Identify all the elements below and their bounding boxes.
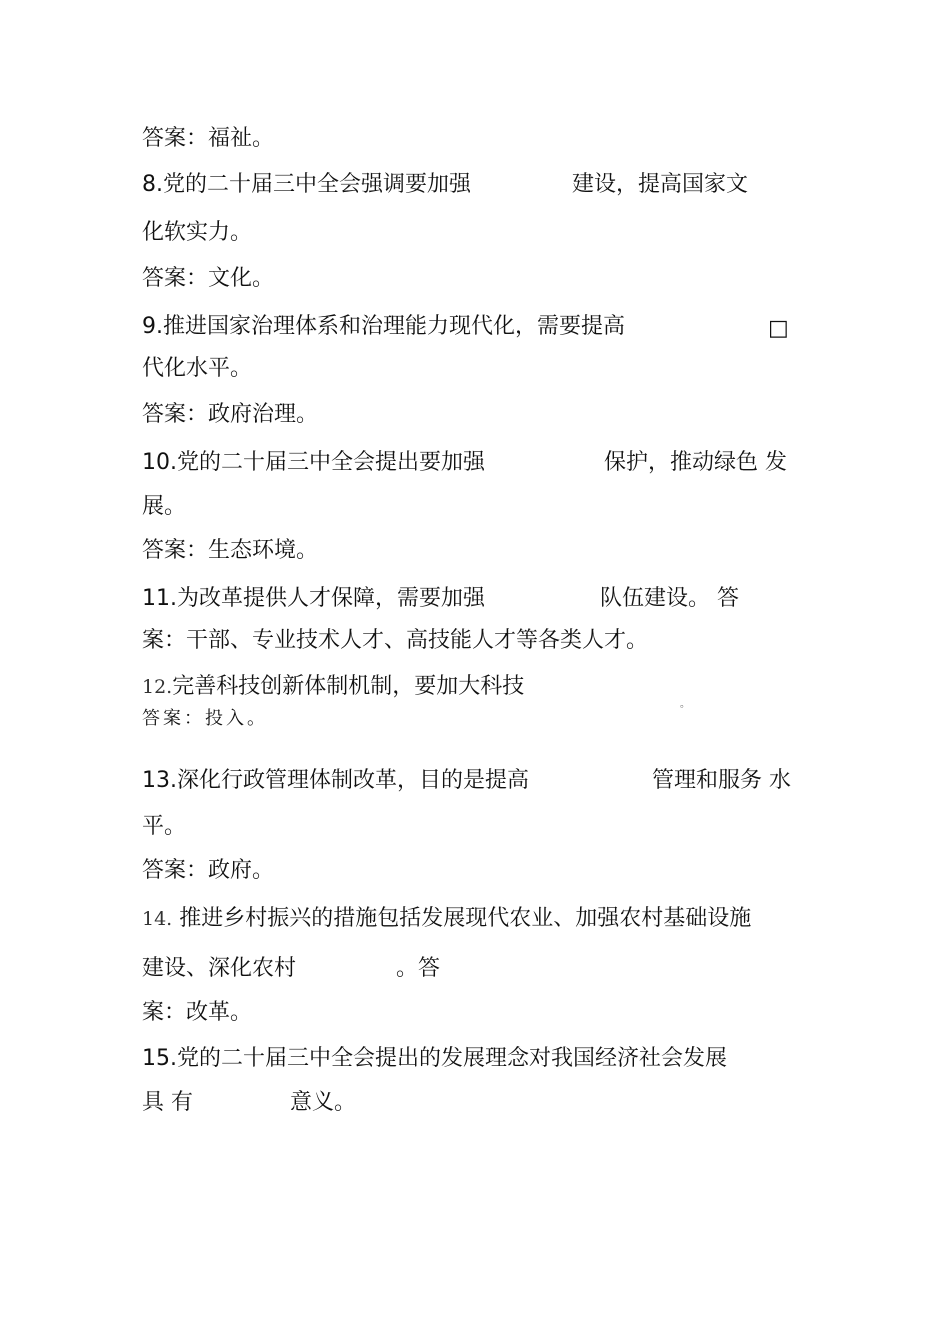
question-12-text: 完善科技创新体制机制，要加大科技 [172,674,525,699]
question-10-part2: 保护，推动绿色 发 [604,450,787,475]
answer-9: 答案：政府治理。 [142,402,319,427]
answer-13: 答案：政府。 [142,858,275,883]
question-14-text: 推进乡村振兴的措施包括发展现代农业、加强农村基础设施 [179,906,752,931]
question-14 [142,906,751,932]
question-10-part1: 10.党的二十届三中全会提出要加强 [142,450,485,475]
question-15-part3: 意义。 [290,1090,357,1115]
missing-glyph-box: □ [768,316,789,341]
question-13-part2: 管理和服务 水 [652,768,791,793]
question-12-end: 。 [680,699,690,710]
question-11-part3: 案：干部、专业技术人才、高技能人才等各类人才。 [142,628,649,653]
question-8-part3: 化软实力。 [142,220,253,245]
question-15-part2: 具 有 [142,1090,193,1115]
answer-12: 答案：投入。 [142,708,268,729]
question-13-part3: 平。 [142,814,187,839]
question-10-part3: 展。 [142,494,187,519]
answer-14: 案：改革。 [142,1000,253,1025]
question-12 [142,674,524,700]
question-11-part1: 11.为改革提供人才保障，需要加强 [142,586,485,611]
answer-8: 答案：文化。 [142,266,275,291]
question-12-number: 12. [142,676,173,698]
question-8-part1: 8.党的二十届三中全会强调要加强 [142,172,471,197]
answer-7: 答案：福祉。 [142,126,275,151]
question-9-part3: 代化水平。 [142,356,253,381]
question-14-part3: 。答 [396,956,441,981]
question-14-number: 14. [142,908,173,930]
question-13-part1: 13.深化行政管理体制改革，目的是提高 [142,768,529,793]
question-9-part1: 9.推进国家治理体系和治理能力现代化，需要提高 [142,314,625,339]
answer-10: 答案：生态环境。 [142,538,319,563]
question-15-part1: 15.党的二十届三中全会提出的发展理念对我国经济社会发展 [142,1046,727,1071]
question-14-part2: 建设、深化农村 [142,956,297,981]
question-11-part2: 队伍建设。 答 [600,586,739,611]
question-8-part2: 建设，提高国家文 [572,172,749,197]
